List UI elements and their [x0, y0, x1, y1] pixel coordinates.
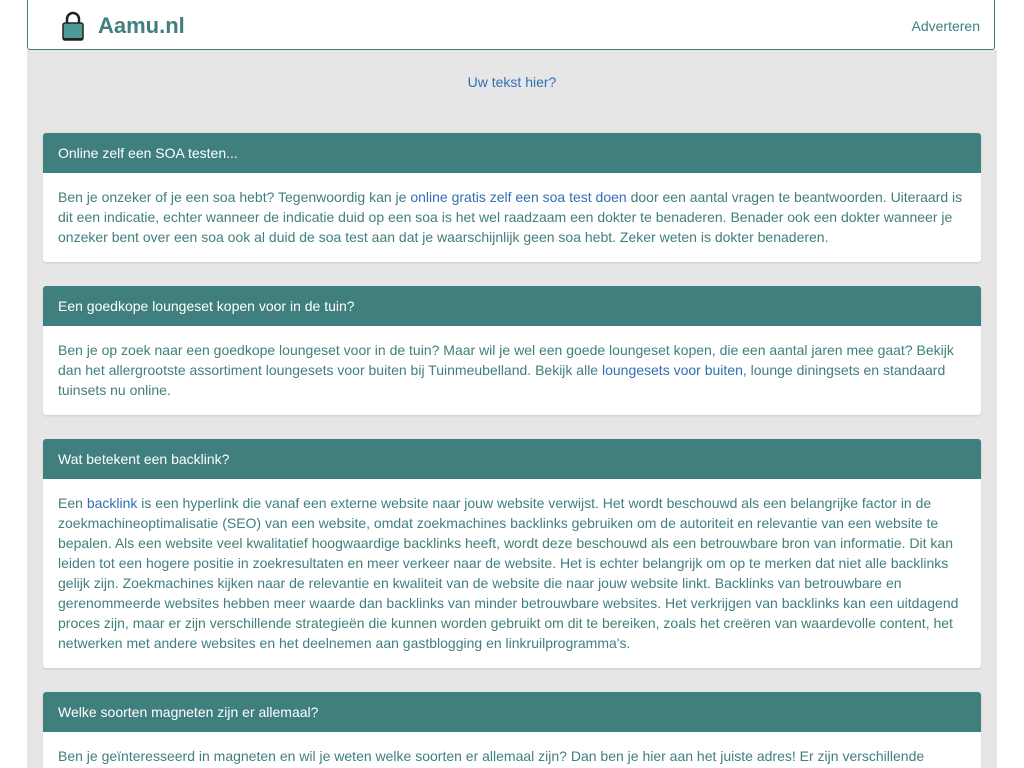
panel-magneten [43, 692, 981, 768]
panel-text: Een [58, 495, 87, 511]
panel-title: Wat betekent een backlink? [43, 439, 981, 479]
panel-text: is een hyperlink die vanaf een externe website naar jouw website verwijst. Het wordt beschouwd als een belangrijke factor in de zoekmachineoptimalisatie (SEO) van een website, omdat zoekmachines backlinks gebruiken om de autoriteit en relevantie van een website te bepalen. Als een website veel kwalitatief hoogwaardige backlinks heeft, wordt deze beschouwd als een betrouwbare bron van informatie. Dit kan leiden tot een hogere positie in zoekresultaten en meer verkeer naar de website. Het is echter belangrijk om op te merken dat niet alle backlinks gelijk zijn. Zoekmachines kijken naar de relevantie en kwaliteit van de website die naar jouw website linkt. Backlinks van betrouwbare en gerenommeerde websites hebben meer waarde dan backlinks van minder betrouwbare websites. Het verkrijgen van backlinks kan een uitdagend proces zijn, maar er zijn verschillende strategieën die kunnen worden gebruikt om dit te bereiken, zoals het creëren van waardevolle content, het netwerken met andere websites en het deelnemen aan gastblogging en linkruilprogramma's. [58, 495, 959, 651]
padlock-icon [60, 10, 86, 42]
panel-text: , lounge diningsets en standaard tuinsets nu online. [58, 362, 946, 398]
panel-loungeset [43, 286, 981, 415]
panel-soa-test [43, 133, 981, 262]
main-content [27, 50, 997, 768]
panel-text: Ben je onzeker of je een soa hebt? Tegenwoordig kan je [58, 189, 411, 205]
loungesets-link[interactable]: loungesets voor buiten [601, 362, 743, 378]
navbar [27, 0, 995, 50]
panel-title: Online zelf een SOA testen... [43, 133, 981, 173]
panel-body [43, 479, 981, 668]
panel-body [43, 326, 981, 415]
panel-text: Ben je geïnteresseerd in magneten en wil je weten welke soorten er allemaal zijn? Dan ben je hier aan het juiste adres! Er zijn verschillende [58, 748, 925, 764]
panel-backlink [43, 439, 981, 668]
adverteren-link[interactable]: Adverteren [911, 18, 980, 34]
panel-title: Een goedkope loungeset kopen voor in de tuin? [43, 286, 981, 326]
panel-title: Welke soorten magneten zijn er allemaal? [43, 692, 981, 732]
panel-body [43, 732, 981, 768]
brand-name: Aamu.nl [98, 13, 185, 38]
soa-test-link[interactable]: online gratis zelf een soa test doen [410, 189, 627, 205]
panel-body [43, 173, 981, 262]
backlink-link[interactable]: backlink [86, 495, 138, 511]
panel-text: door een aantal vragen te beantwoorden. Uiteraard is dit een indicatie, echter wanneer de indicatie duid op een soa is het wel raadzaam een dokter te benaderen. Benader ook een dokter wanneer je onzeker bent over een soa ook al duid de soa test aan dat je waarschijnlijk geen soa hebt. Zeker weten is dokter benaderen. [58, 189, 963, 245]
ad-text-link[interactable]: Uw tekst hier? [467, 74, 557, 90]
brand[interactable] [60, 10, 185, 42]
panel-text: Ben je op zoek naar een goedkope loungeset voor in de tuin? Maar wil je wel een goede loungeset kopen, die een aantal jaren mee gaat? Bekijk dan het allergrootste assortiment loungesets voor buiten bij Tuinmeubelland. Bekijk alle [58, 342, 954, 378]
